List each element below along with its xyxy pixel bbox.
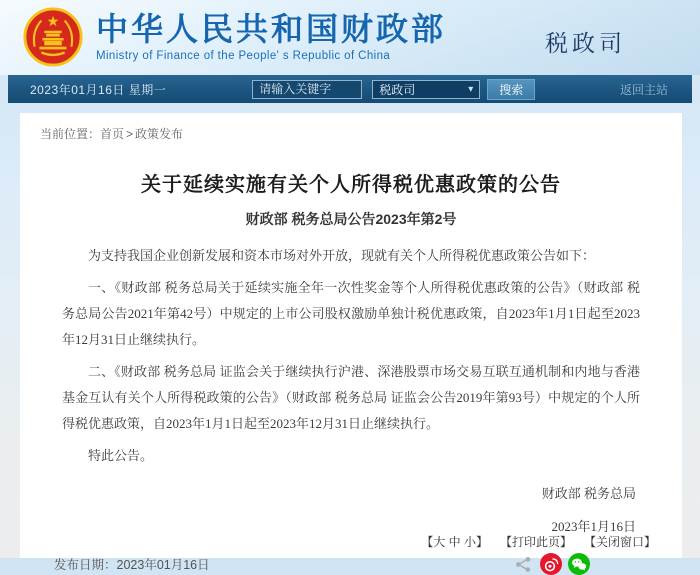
publish-date-value: 2023年01月16日 [116, 558, 210, 572]
publish-date [54, 555, 210, 573]
content-panel [20, 113, 682, 572]
breadcrumb [20, 113, 682, 142]
search-input[interactable] [252, 80, 362, 99]
bottom-controls [421, 533, 656, 550]
footer-row [20, 553, 682, 575]
doc-number: 财政部 税务总局公告2023年第2号 [245, 211, 457, 227]
article-title: 关于延续实施有关个人所得税优惠政策的公告 [141, 174, 561, 196]
department-title: 税政司 [545, 30, 626, 56]
article-paragraph: 二、《财政部 税务总局 证监会关于继续执行沪港、深港股票市场交易互联互通机制和内地与香港基金互认有关个人所得税政策的公告》（财政部 税务总局 证监会公告2019年第93号）中规定的个人所得税优惠政策，自2023年1月1日起至2023年12月31日止继续执行。 [62, 364, 640, 431]
font-size-control[interactable]: 【大 中 小】 [421, 535, 488, 549]
article-paragraph: 一、《财政部 税务总局关于延续实施全年一次性奖金等个人所得税优惠政策的公告》（财政部 税务总局公告2021年第42号）中规定的上市公司股权激励单独计税优惠政策，自2023年1月1日起至2023年12月31日止继续执行。 [62, 280, 640, 347]
article [20, 168, 682, 535]
publish-date-label: 发布日期： [54, 558, 117, 572]
article-paragraph: 特此公告。 [88, 448, 154, 463]
back-to-main-link[interactable]: 返回主站 [619, 82, 668, 97]
close-button[interactable]: 【关闭窗口】 [583, 535, 656, 549]
search-button[interactable]: 搜索 [487, 79, 535, 100]
search-scope-value: 税政司 [379, 82, 416, 97]
article-body [62, 243, 640, 469]
toolbar-date: 2023年01月16日 星期一 [30, 82, 167, 97]
caret-down-icon: ▾ [468, 83, 474, 95]
print-button[interactable]: 【打印此页】 [499, 535, 572, 549]
article-paragraph: 为支持我国企业创新发展和资本市场对外开放，现就有关个人所得税优惠政策公告如下： [88, 248, 596, 263]
weibo-icon[interactable] [540, 553, 562, 575]
breadcrumb-label: 当前位置： [40, 127, 101, 141]
wechat-icon[interactable] [568, 553, 590, 575]
site-title-block [96, 11, 446, 62]
breadcrumb-home-link[interactable]: 首页 [100, 127, 125, 141]
search-scope-select[interactable] [372, 80, 480, 99]
site-header [0, 0, 700, 75]
breadcrumb-current-link[interactable]: 政策发布 [135, 127, 184, 141]
national-emblem-icon [22, 6, 84, 68]
breadcrumb-separator: > [126, 127, 134, 141]
site-subtitle: Ministry of Finance of the People' s Republic of China [96, 50, 391, 62]
share-icons [512, 553, 590, 575]
signature-block [62, 483, 640, 535]
signature: 财政部 税务总局 [541, 486, 636, 501]
toolbar [8, 75, 692, 103]
site-title: 中华人民共和国财政部 [96, 11, 447, 47]
share-icon[interactable] [512, 553, 534, 575]
signature-date: 2023年1月16日 [551, 519, 636, 534]
